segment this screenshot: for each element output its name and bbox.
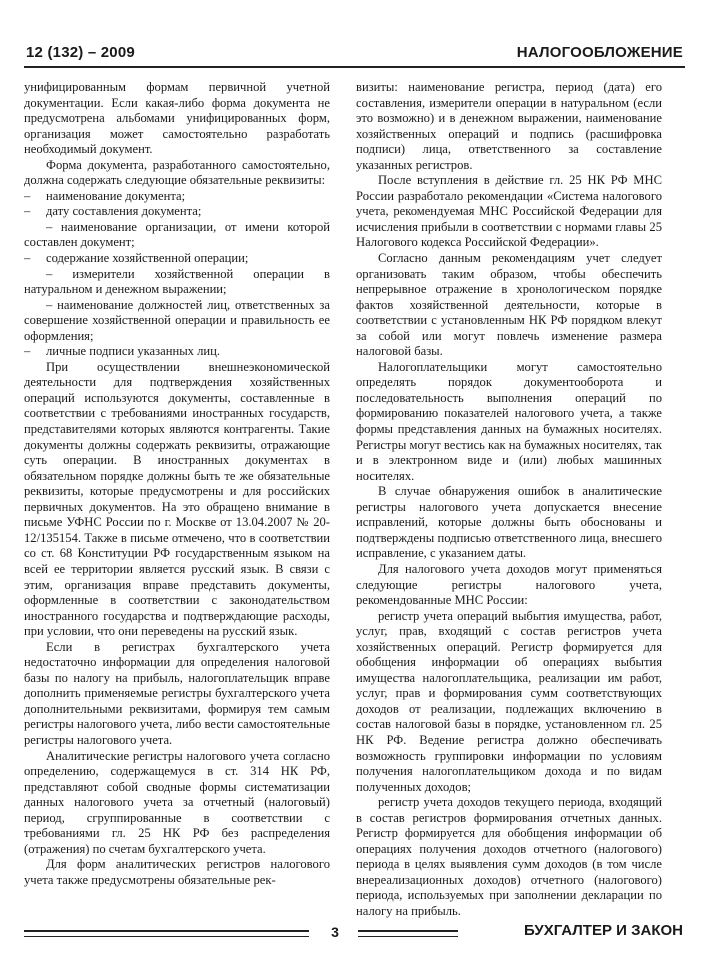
paragraph: Форма документа, разработанного самостоятельно, должна содержать следующие обязательные реквизиты: — [24, 157, 330, 188]
paragraph: визиты: наименование регистра, период (дата) его составления, измерители операции в натуральном (если это возможно) и в денежном выражении, наименование хозяйственных операций и подпись (расшифровка подписи) лица, ответственного за составление указанных регистров. — [356, 80, 662, 172]
footer-rule-right-thin — [358, 936, 458, 937]
section-title: НАЛОГООБЛОЖЕНИЕ — [516, 44, 683, 61]
paragraph: регистр учета доходов текущего периода, входящий в состав регистров формирования отчетных данных. Регистр формируется для обобщения информации об операциях получения доходов отчетного (налогового) периода в целях выявления сумм доходов (в том числе внереализационных доходов) отчетного (налогового) периода, используемых при заполнении декларации по налогу на прибыль. — [356, 795, 662, 918]
list-dash: – — [24, 251, 31, 266]
paragraph: Если в регистрах бухгалтерского учета недостаточно информации для определения налоговой базы по налогу на прибыль, налогоплательщик вправе дополнить применяемые регистры бухгалтерского учета дополнительными реквизитами, формируя тем самым регистры налогового учета, либо вести самостоятельные регистры налогового учета. — [24, 639, 330, 747]
list-item — [24, 267, 330, 298]
paragraph: В случае обнаружения ошибок в аналитические регистры налогового учета допускается внесение исправлений, которые должны быть обоснованы и подтверждены подписью ответственного лица, внесшего исправление, с указанием даты. — [356, 484, 662, 561]
paragraph: Аналитические регистры налогового учета согласно определению, содержащемуся в ст. 314 НК РФ, представляют собой сводные формы систематизации данных налогового учета за отчетный (налоговый) период, сгруппированные в соответствии с требованиями гл. 25 НК РФ без распределения (отражения) по счетам бухгалтерского учета. — [24, 748, 330, 856]
footer-rule-right — [358, 930, 458, 932]
right-column — [356, 80, 662, 920]
list-item — [24, 204, 330, 220]
list-item — [24, 220, 330, 251]
list-dash: – — [24, 344, 31, 359]
list-item — [24, 189, 330, 205]
list-dash: – — [46, 266, 73, 281]
list-item — [24, 344, 330, 360]
footer-rule-left — [24, 930, 309, 932]
paragraph: После вступления в действие гл. 25 НК РФ МНС России разработало рекомендации «Система налогового учета, рекомендуемая МНС Российской Федерации для исчисления прибыли в соответствии с нормами главы 25 Налогового кодекса Российской Федерации». — [356, 173, 662, 250]
list-dash: – — [24, 188, 31, 203]
footer-rule-left-thin — [24, 936, 309, 937]
paragraph: Для форм аналитических регистров налогового учета также предусмотрены обязательные рек- — [24, 857, 330, 887]
list-item — [24, 251, 330, 267]
paragraph: Для налогового учета доходов могут применяться следующие регистры налогового учета, рекомендованные МНС России: — [356, 561, 662, 608]
list-item-text: измерители хозяйственной операции в натуральном и денежном выражении; — [24, 266, 330, 297]
list-item-text: наименование организации, от имени которой составлен документ; — [24, 219, 330, 250]
list-dash: – — [46, 297, 58, 312]
list-dash: – — [46, 219, 61, 234]
journal-title: БУХГАЛТЕР И ЗАКОН — [523, 922, 683, 939]
paragraph: регистр учета операций выбытия имущества, работ, услуг, прав, входящий с состав регистров учета хозяйственных операций. Регистр формируется для обобщения информации об операциях выбытия имущества налогоплательщика, реализации им работ, услуг, прав и формирования сумм соответствующих доходов от реализации, подлежащих включению в состав налоговой базы в порядке, установленном гл. 25 НК РФ. Ведение регистра должно обеспечивать возможность группировки информации по условиям получения налогоплательщиком дохода и по видам полученных доходов; — [356, 608, 662, 794]
left-column — [24, 80, 330, 888]
paragraph: унифицированным формам первичной учетной документации. Если какая-либо форма документа не предусмотрена альбомами унифицированных форм, организация может самостоятельно разработать необходимый документ. — [24, 80, 330, 157]
list-item-text: дату составления документа; — [46, 204, 202, 219]
list-item-text: личные подписи указанных лиц. — [46, 344, 221, 359]
list-item-text: наименование должностей лиц, ответственных за совершение хозяйственной операции и правильность ее оформления; — [24, 297, 330, 343]
paragraph: Налогоплательщики могут самостоятельно определять порядок документооборота и последовательность выполнения операций по формированию показателей налогового учета, а также формы представления данных на бумажных носителях. Регистры могут вестись как на бумажных носителях, так и в электронном виде и (или) любых машинных носителях. — [356, 359, 662, 483]
header-rule — [24, 66, 685, 68]
list-item — [24, 298, 330, 345]
list-dash: – — [24, 204, 31, 219]
page-number: 3 — [331, 924, 339, 940]
paragraph: При осуществлении внешнеэкономической деятельности для подтверждения хозяйственных операций используются документы, составленные в соответствии с требованиями иностранных государств, представителями которых являются контрагенты. Такие документы должны содержать реквизиты, отражающие суть операции. В иностранных документах в обязательном порядке должны быть те же обязательные реквизиты, которые предусмотрены и для российских первичных документов. На это обращено внимание в письме УФНС России по г. Москве от 13.04.2007 № 20-12/135154. Также в письме отмечено, что в соответствии со ст. 68 Конституции РФ государственным языком на всей ее территории является русский язык. В связи с этим, организация вправе представить документы, оформленные в соответствии с законодательством иностранного государства и подтверждающие расходы, при условии, что они переведены на русский язык. — [24, 359, 330, 639]
list-item-text: содержание хозяйственной операции; — [46, 251, 249, 266]
list-item-text: наименование документа; — [46, 188, 186, 203]
issue-number: 12 (132) – 2009 — [26, 44, 135, 61]
paragraph: Согласно данным рекомендациям учет следует организовать таким образом, чтобы обеспечить непрерывное отражение в хронологическом порядке фактов хозяйственной деятельности, которые в соответствии с установленным НК РФ порядком влекут за собой или могут повлечь изменение размера налоговой базы. — [356, 251, 662, 359]
